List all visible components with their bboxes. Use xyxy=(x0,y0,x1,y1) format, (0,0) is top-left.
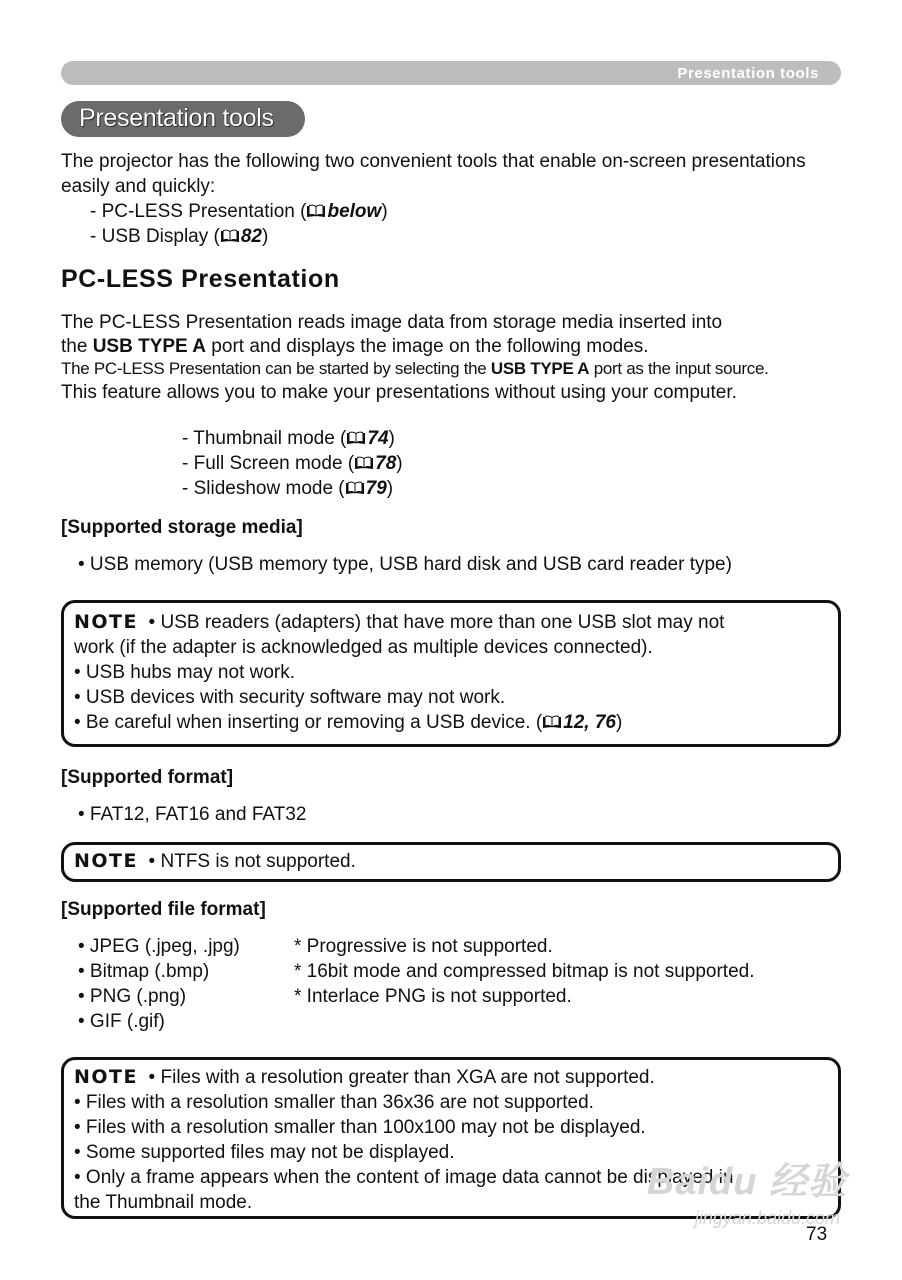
file-note-bitmap: * 16bit mode and compressed bitmap is not supported. xyxy=(294,961,755,982)
note-text: • USB readers (adapters) that have more than one USB slot may not xyxy=(138,612,725,633)
tool-item-usb-display xyxy=(90,224,268,249)
note-text: • Files with a resolution greater than XGA are not supported. xyxy=(138,1067,655,1088)
port-name: USB TYPE A xyxy=(92,336,207,357)
text-run: the xyxy=(61,336,93,357)
format-item: • FAT12, FAT16 and FAT32 xyxy=(78,804,307,825)
watermark-logo: Baidu 经验 xyxy=(646,1161,847,1203)
mode-suffix: ) xyxy=(388,428,395,449)
note-line-1 xyxy=(74,1065,655,1090)
note-label: NOTE xyxy=(74,1066,138,1088)
tool-item-label: - PC-LESS Presentation ( xyxy=(90,201,307,222)
note-line-1 xyxy=(74,849,356,874)
page-reference-link[interactable]: below xyxy=(327,201,382,222)
pcless-para3: This feature allows you to make your presentations without using your computer. xyxy=(61,382,737,403)
note-label: NOTE xyxy=(74,850,138,872)
running-header-title: Presentation tools xyxy=(677,65,819,82)
pcless-para1-line1: The PC-LESS Presentation reads image data from storage media inserted into xyxy=(61,312,723,333)
file-type-png: • PNG (.png) xyxy=(78,986,187,1007)
page-reference-link[interactable]: 82 xyxy=(240,226,262,247)
storage-item: • USB memory (USB memory type, USB hard disk and USB card reader type) xyxy=(78,554,732,575)
running-header xyxy=(61,61,841,85)
mode-label: - Full Screen mode ( xyxy=(182,453,355,474)
note-line-2: • Files with a resolution smaller than 36x36 are not supported. xyxy=(74,1092,594,1113)
mode-item-thumbnail xyxy=(182,426,395,451)
note-label: NOTE xyxy=(74,611,138,633)
note-line-5: • Only a frame appears when the content of image data cannot be displayed in xyxy=(74,1167,734,1188)
book-icon xyxy=(354,456,374,470)
text-run: port and displays the image on the following modes. xyxy=(206,336,649,357)
storage-heading: [Supported storage media] xyxy=(61,517,303,538)
note-line-4: • Some supported files may not be displayed. xyxy=(74,1142,455,1163)
tool-item-suffix: ) xyxy=(381,201,388,222)
file-type-gif: • GIF (.gif) xyxy=(78,1011,165,1032)
note-text: • NTFS is not supported. xyxy=(138,851,356,872)
note-text: • Be careful when inserting or removing a USB device. ( xyxy=(74,712,543,733)
page-reference-link[interactable]: 12, 76 xyxy=(563,712,616,733)
note-line-4: • USB devices with security software may not work. xyxy=(74,687,506,708)
book-icon xyxy=(346,431,366,445)
mode-suffix: ) xyxy=(386,478,394,499)
mode-label: - Slideshow mode ( xyxy=(182,478,345,499)
file-note-png: * Interlace PNG is not supported. xyxy=(294,986,572,1007)
section-title-text: Presentation tools xyxy=(79,104,274,132)
pcless-para1-line2 xyxy=(61,334,649,359)
book-icon xyxy=(345,481,365,495)
mode-item-full-screen xyxy=(182,451,403,476)
file-type-jpeg: • JPEG (.jpeg, .jpg) xyxy=(78,936,240,957)
note-text: ) xyxy=(615,712,623,733)
note-line-3: • Files with a resolution smaller than 100x100 may not be displayed. xyxy=(74,1117,646,1138)
page-reference-link[interactable]: 79 xyxy=(365,478,387,499)
file-format-heading: [Supported file format] xyxy=(61,899,266,920)
note-line-1 xyxy=(74,610,724,635)
section-title xyxy=(61,101,305,137)
intro-line-1: The projector has the following two convenient tools that enable on-screen presentations xyxy=(61,151,806,172)
pcless-heading: PC-LESS Presentation xyxy=(61,265,340,293)
mode-item-slideshow xyxy=(182,476,393,501)
note-line-5 xyxy=(74,710,622,735)
tool-item-pcless xyxy=(90,199,388,224)
file-type-bitmap: • Bitmap (.bmp) xyxy=(78,961,210,982)
tool-item-suffix: ) xyxy=(262,226,269,247)
port-name: USB TYPE A xyxy=(490,359,590,378)
note-box-usb xyxy=(61,600,841,747)
tool-item-label: - USB Display ( xyxy=(90,226,220,247)
intro-line-2: easily and quickly: xyxy=(61,176,216,197)
watermark-url: jingyan.baidu.com xyxy=(694,1208,840,1228)
book-icon xyxy=(220,229,240,243)
format-heading: [Supported format] xyxy=(61,767,234,788)
book-icon xyxy=(542,715,562,729)
text-run: port as the input source. xyxy=(589,359,769,378)
note-box-ntfs xyxy=(61,842,841,882)
file-note-jpeg: * Progressive is not supported. xyxy=(294,936,553,957)
note-line-3: • USB hubs may not work. xyxy=(74,662,296,683)
page-number: 73 xyxy=(806,1224,828,1245)
page-reference-link[interactable]: 74 xyxy=(367,428,389,449)
mode-label: - Thumbnail mode ( xyxy=(182,428,347,449)
page-reference-link[interactable]: 78 xyxy=(375,453,397,474)
mode-suffix: ) xyxy=(396,453,403,474)
pcless-para2 xyxy=(61,358,769,380)
note-line-6: the Thumbnail mode. xyxy=(74,1192,253,1213)
book-icon xyxy=(306,204,326,218)
text-run: The PC-LESS Presentation can be started by selecting the xyxy=(61,359,491,378)
note-line-2: work (if the adapter is acknowledged as multiple devices connected). xyxy=(74,637,653,658)
